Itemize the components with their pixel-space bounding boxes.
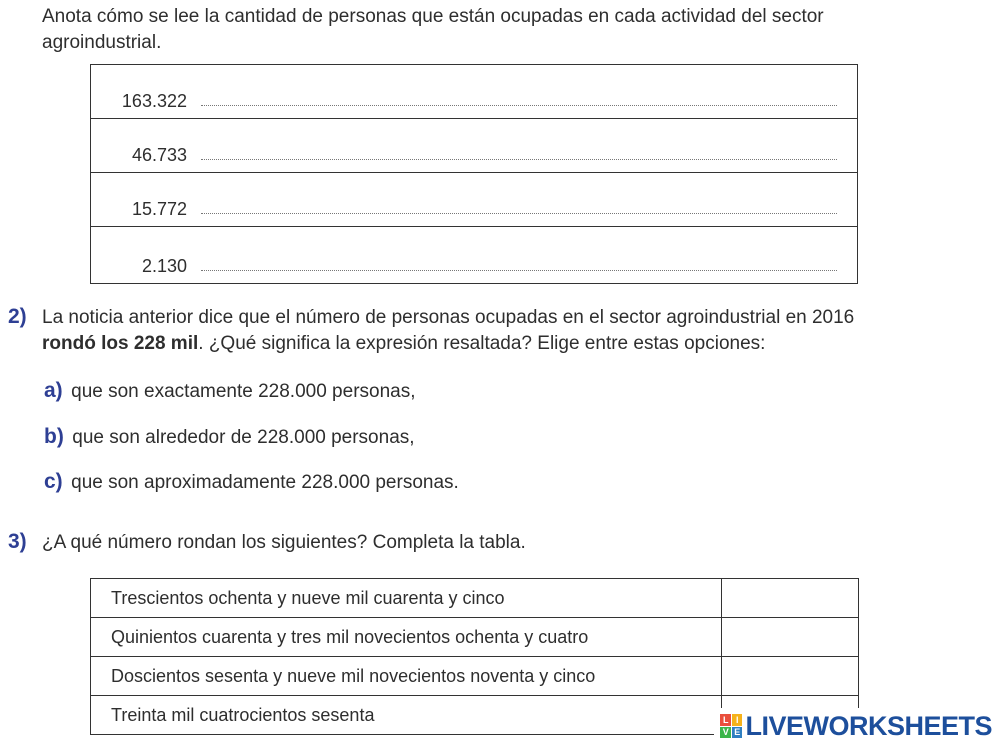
number-words: Trescientos ochenta y nueve mil cuarenta y cinco: [91, 579, 722, 618]
table-row: [91, 657, 859, 696]
number-words: Quinientos cuarenta y tres mil novecientos ochenta y cuatro: [91, 618, 722, 657]
answer-line[interactable]: [201, 159, 837, 160]
number-words: Treinta mil cuatrocientos sesenta: [91, 696, 722, 735]
number-value: 2.130: [141, 256, 187, 276]
logo-text: LIVEWORKSHEETS: [745, 710, 992, 741]
table-row: [91, 65, 857, 119]
question-2-number: 2): [8, 305, 27, 328]
table-row: [91, 173, 857, 227]
answer-line[interactable]: [201, 105, 837, 106]
option-a[interactable]: [44, 379, 416, 405]
liveworksheets-logo: [714, 708, 992, 744]
table-row: [91, 618, 859, 657]
logo-mark-letter: I: [732, 714, 743, 726]
number-value: 15.772: [131, 199, 187, 219]
option-text: que son exactamente 228.000 personas,: [71, 381, 416, 402]
number-words: Doscientos sesenta y nueve mil novecientos noventa y cinco: [91, 657, 722, 696]
option-text: que son aproximadamente 228.000 personas.: [71, 472, 459, 493]
question-3-text: ¿A qué número rondan los siguientes? Completa la tabla.: [42, 532, 526, 553]
question-2-line-1: La noticia anterior dice que el número de personas ocupadas en el sector agroindustrial en 2016: [42, 307, 855, 328]
option-letter: a): [44, 379, 63, 402]
logo-mark-letter: V: [720, 727, 731, 739]
logo-mark-icon: [720, 714, 742, 738]
option-letter: c): [44, 470, 63, 493]
question-2-text: [42, 305, 982, 357]
question-2-line-2: [42, 331, 982, 357]
table-row: [91, 579, 859, 618]
number-value: 163.322: [121, 91, 187, 111]
intro-line-1: Anota cómo se lee la cantidad de personas que están ocupadas en cada actividad del sector: [42, 6, 824, 27]
answer-cell[interactable]: [722, 657, 859, 696]
option-text: que son alrededor de 228.000 personas,: [72, 427, 415, 448]
answer-line[interactable]: [201, 270, 837, 271]
answer-cell[interactable]: [722, 618, 859, 657]
option-b[interactable]: [44, 425, 415, 451]
question-2-line-2-rest: . ¿Qué significa la expresión resaltada? Elige entre estas opciones:: [198, 333, 766, 354]
answer-cell[interactable]: [722, 579, 859, 618]
intro-line-2: agroindustrial.: [42, 32, 162, 53]
option-letter: b): [44, 425, 64, 448]
number-value: 46.733: [131, 145, 187, 165]
question-3-number: 3): [8, 530, 27, 553]
answer-line[interactable]: [201, 213, 837, 214]
logo-mark-letter: E: [732, 727, 743, 739]
table-row: [91, 119, 857, 173]
numbers-table: [90, 64, 858, 284]
option-c[interactable]: [44, 470, 459, 496]
table-row: [91, 228, 857, 283]
highlighted-expression: rondó los 228 mil: [42, 333, 199, 354]
logo-mark-letter: L: [720, 714, 731, 726]
intro-text: [42, 4, 982, 56]
